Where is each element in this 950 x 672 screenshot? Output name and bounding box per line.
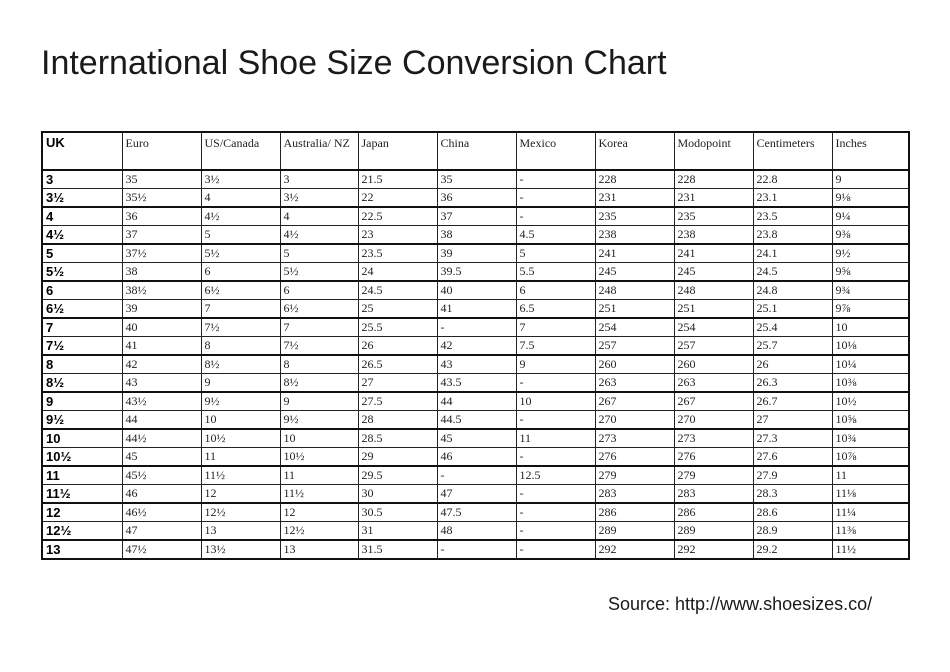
table-row (42, 448, 909, 467)
cell-centimeters: 26 (753, 355, 832, 374)
cell-korea: 267 (595, 392, 674, 411)
cell-modopoint: 231 (674, 189, 753, 208)
column-header-mexico: Mexico (516, 132, 595, 170)
table-row (42, 263, 909, 282)
cell-modopoint: 286 (674, 503, 753, 522)
cell-china: 44.5 (437, 411, 516, 430)
cell-china: 42 (437, 337, 516, 356)
cell-korea: 257 (595, 337, 674, 356)
cell-us-canada: 8 (201, 337, 280, 356)
cell-inches: 9⅜ (832, 226, 909, 245)
cell-inches: 10¼ (832, 355, 909, 374)
table-row (42, 244, 909, 263)
cell-centimeters: 25.4 (753, 318, 832, 337)
cell-uk: 5 (42, 244, 122, 263)
cell-japan: 22.5 (358, 207, 437, 226)
column-header-us-canada: US/Canada (201, 132, 280, 170)
cell-mexico: - (516, 411, 595, 430)
cell-china: 41 (437, 300, 516, 319)
cell-australia-nz: 3 (280, 170, 358, 189)
cell-centimeters: 24.5 (753, 263, 832, 282)
cell-euro: 39 (122, 300, 201, 319)
cell-modopoint: 289 (674, 522, 753, 541)
table-row (42, 374, 909, 393)
cell-australia-nz: 13 (280, 540, 358, 559)
cell-mexico: - (516, 485, 595, 504)
cell-australia-nz: 7 (280, 318, 358, 337)
cell-centimeters: 25.7 (753, 337, 832, 356)
table-row (42, 392, 909, 411)
table-row (42, 207, 909, 226)
cell-japan: 23 (358, 226, 437, 245)
cell-uk: 6½ (42, 300, 122, 319)
cell-korea: 263 (595, 374, 674, 393)
table-row (42, 429, 909, 448)
cell-modopoint: 245 (674, 263, 753, 282)
cell-inches: 11⅜ (832, 522, 909, 541)
cell-uk: 11½ (42, 485, 122, 504)
cell-modopoint: 270 (674, 411, 753, 430)
cell-japan: 28.5 (358, 429, 437, 448)
cell-modopoint: 279 (674, 466, 753, 485)
cell-korea: 231 (595, 189, 674, 208)
cell-modopoint: 228 (674, 170, 753, 189)
cell-uk: 3 (42, 170, 122, 189)
cell-euro: 46½ (122, 503, 201, 522)
cell-japan: 22 (358, 189, 437, 208)
cell-china: 35 (437, 170, 516, 189)
cell-australia-nz: 12 (280, 503, 358, 522)
cell-japan: 25 (358, 300, 437, 319)
cell-centimeters: 28.9 (753, 522, 832, 541)
cell-mexico: 9 (516, 355, 595, 374)
cell-inches: 9¾ (832, 281, 909, 300)
cell-euro: 35 (122, 170, 201, 189)
cell-us-canada: 11 (201, 448, 280, 467)
column-header-euro: Euro (122, 132, 201, 170)
column-header-china: China (437, 132, 516, 170)
cell-inches: 10½ (832, 392, 909, 411)
cell-us-canada: 6½ (201, 281, 280, 300)
cell-china: 37 (437, 207, 516, 226)
cell-us-canada: 3½ (201, 170, 280, 189)
cell-china: - (437, 318, 516, 337)
column-header-japan: Japan (358, 132, 437, 170)
cell-euro: 44 (122, 411, 201, 430)
cell-inches: 10¾ (832, 429, 909, 448)
size-conversion-table (41, 131, 910, 560)
cell-modopoint: 292 (674, 540, 753, 559)
table-row (42, 466, 909, 485)
cell-uk: 13 (42, 540, 122, 559)
cell-euro: 35½ (122, 189, 201, 208)
cell-euro: 40 (122, 318, 201, 337)
cell-korea: 292 (595, 540, 674, 559)
cell-mexico: 12.5 (516, 466, 595, 485)
cell-inches: 11¼ (832, 503, 909, 522)
cell-euro: 47 (122, 522, 201, 541)
table-body (42, 170, 909, 559)
cell-australia-nz: 5 (280, 244, 358, 263)
cell-korea: 235 (595, 207, 674, 226)
cell-mexico: - (516, 170, 595, 189)
cell-china: 46 (437, 448, 516, 467)
cell-japan: 31.5 (358, 540, 437, 559)
cell-china: 38 (437, 226, 516, 245)
cell-uk: 3½ (42, 189, 122, 208)
cell-modopoint: 248 (674, 281, 753, 300)
cell-modopoint: 276 (674, 448, 753, 467)
cell-japan: 27 (358, 374, 437, 393)
cell-china: 39.5 (437, 263, 516, 282)
cell-china: 43.5 (437, 374, 516, 393)
cell-euro: 37½ (122, 244, 201, 263)
cell-modopoint: 235 (674, 207, 753, 226)
cell-us-canada: 9 (201, 374, 280, 393)
cell-inches: 9⅞ (832, 300, 909, 319)
cell-modopoint: 283 (674, 485, 753, 504)
column-header-modopoint: Modopoint (674, 132, 753, 170)
cell-centimeters: 29.2 (753, 540, 832, 559)
table-row (42, 355, 909, 374)
cell-australia-nz: 4 (280, 207, 358, 226)
cell-euro: 43 (122, 374, 201, 393)
cell-uk: 6 (42, 281, 122, 300)
cell-euro: 36 (122, 207, 201, 226)
cell-uk: 4 (42, 207, 122, 226)
table-row (42, 170, 909, 189)
cell-modopoint: 241 (674, 244, 753, 263)
cell-china: 47 (437, 485, 516, 504)
cell-china: 47.5 (437, 503, 516, 522)
cell-euro: 38½ (122, 281, 201, 300)
cell-inches: 9½ (832, 244, 909, 263)
cell-uk: 12½ (42, 522, 122, 541)
cell-australia-nz: 6½ (280, 300, 358, 319)
cell-us-canada: 10½ (201, 429, 280, 448)
cell-modopoint: 267 (674, 392, 753, 411)
cell-centimeters: 26.3 (753, 374, 832, 393)
cell-japan: 29.5 (358, 466, 437, 485)
cell-us-canada: 8½ (201, 355, 280, 374)
cell-inches: 9¼ (832, 207, 909, 226)
cell-centimeters: 27.3 (753, 429, 832, 448)
header-row (42, 132, 909, 170)
column-header-uk: UK (42, 132, 122, 170)
cell-euro: 47½ (122, 540, 201, 559)
cell-japan: 26 (358, 337, 437, 356)
cell-modopoint: 263 (674, 374, 753, 393)
cell-centimeters: 27.9 (753, 466, 832, 485)
cell-korea: 283 (595, 485, 674, 504)
cell-mexico: 6.5 (516, 300, 595, 319)
source-credit: Source: http://www.shoesizes.co/ (608, 594, 873, 614)
cell-modopoint: 254 (674, 318, 753, 337)
cell-china: 36 (437, 189, 516, 208)
table-row (42, 540, 909, 559)
table-row (42, 226, 909, 245)
cell-mexico: 7 (516, 318, 595, 337)
cell-china: 44 (437, 392, 516, 411)
cell-us-canada: 7 (201, 300, 280, 319)
cell-uk: 12 (42, 503, 122, 522)
cell-us-canada: 5 (201, 226, 280, 245)
cell-uk: 8½ (42, 374, 122, 393)
cell-modopoint: 260 (674, 355, 753, 374)
cell-korea: 273 (595, 429, 674, 448)
cell-centimeters: 23.8 (753, 226, 832, 245)
cell-modopoint: 273 (674, 429, 753, 448)
cell-inches: 11⅛ (832, 485, 909, 504)
cell-australia-nz: 4½ (280, 226, 358, 245)
table-row (42, 281, 909, 300)
cell-australia-nz: 3½ (280, 189, 358, 208)
cell-uk: 7½ (42, 337, 122, 356)
cell-modopoint: 251 (674, 300, 753, 319)
cell-australia-nz: 12½ (280, 522, 358, 541)
cell-china: 39 (437, 244, 516, 263)
table-row (42, 300, 909, 319)
cell-australia-nz: 5½ (280, 263, 358, 282)
cell-japan: 30.5 (358, 503, 437, 522)
cell-us-canada: 13 (201, 522, 280, 541)
cell-australia-nz: 9 (280, 392, 358, 411)
cell-inches: 11 (832, 466, 909, 485)
cell-uk: 10½ (42, 448, 122, 467)
cell-korea: 254 (595, 318, 674, 337)
column-header-korea: Korea (595, 132, 674, 170)
cell-mexico: - (516, 374, 595, 393)
cell-china: 45 (437, 429, 516, 448)
cell-euro: 42 (122, 355, 201, 374)
cell-us-canada: 4 (201, 189, 280, 208)
cell-us-canada: 10 (201, 411, 280, 430)
page-title: International Shoe Size Conversion Chart (41, 44, 667, 82)
cell-korea: 241 (595, 244, 674, 263)
cell-china: - (437, 540, 516, 559)
cell-korea: 238 (595, 226, 674, 245)
cell-euro: 45½ (122, 466, 201, 485)
column-header-centimeters: Centimeters (753, 132, 832, 170)
cell-japan: 24.5 (358, 281, 437, 300)
cell-mexico: 5.5 (516, 263, 595, 282)
cell-modopoint: 238 (674, 226, 753, 245)
cell-uk: 8 (42, 355, 122, 374)
cell-korea: 260 (595, 355, 674, 374)
cell-centimeters: 27 (753, 411, 832, 430)
cell-mexico: 6 (516, 281, 595, 300)
cell-australia-nz: 11½ (280, 485, 358, 504)
cell-australia-nz: 6 (280, 281, 358, 300)
table-row (42, 522, 909, 541)
cell-euro: 37 (122, 226, 201, 245)
cell-euro: 43½ (122, 392, 201, 411)
cell-inches: 11½ (832, 540, 909, 559)
cell-mexico: - (516, 522, 595, 541)
table-row (42, 503, 909, 522)
cell-korea: 245 (595, 263, 674, 282)
table-row (42, 318, 909, 337)
cell-euro: 38 (122, 263, 201, 282)
cell-us-canada: 5½ (201, 244, 280, 263)
table-row (42, 337, 909, 356)
cell-euro: 45 (122, 448, 201, 467)
cell-mexico: - (516, 503, 595, 522)
cell-korea: 286 (595, 503, 674, 522)
cell-japan: 26.5 (358, 355, 437, 374)
cell-australia-nz: 7½ (280, 337, 358, 356)
cell-centimeters: 26.7 (753, 392, 832, 411)
cell-inches: 10⅜ (832, 374, 909, 393)
cell-centimeters: 27.6 (753, 448, 832, 467)
cell-inches: 9 (832, 170, 909, 189)
cell-inches: 9⅝ (832, 263, 909, 282)
cell-us-canada: 4½ (201, 207, 280, 226)
cell-centimeters: 24.1 (753, 244, 832, 263)
cell-mexico: 5 (516, 244, 595, 263)
cell-australia-nz: 11 (280, 466, 358, 485)
table-row (42, 485, 909, 504)
cell-korea: 289 (595, 522, 674, 541)
cell-mexico: 11 (516, 429, 595, 448)
cell-korea: 251 (595, 300, 674, 319)
cell-euro: 41 (122, 337, 201, 356)
cell-australia-nz: 10½ (280, 448, 358, 467)
table-row (42, 411, 909, 430)
cell-us-canada: 12½ (201, 503, 280, 522)
cell-japan: 27.5 (358, 392, 437, 411)
cell-australia-nz: 8 (280, 355, 358, 374)
cell-centimeters: 22.8 (753, 170, 832, 189)
cell-centimeters: 24.8 (753, 281, 832, 300)
cell-korea: 279 (595, 466, 674, 485)
column-header-australia-nz: Australia/ NZ (280, 132, 358, 170)
cell-us-canada: 11½ (201, 466, 280, 485)
cell-japan: 24 (358, 263, 437, 282)
cell-japan: 25.5 (358, 318, 437, 337)
cell-australia-nz: 9½ (280, 411, 358, 430)
cell-inches: 10 (832, 318, 909, 337)
cell-centimeters: 23.1 (753, 189, 832, 208)
cell-uk: 9½ (42, 411, 122, 430)
cell-centimeters: 28.3 (753, 485, 832, 504)
cell-uk: 4½ (42, 226, 122, 245)
cell-mexico: 7.5 (516, 337, 595, 356)
cell-centimeters: 23.5 (753, 207, 832, 226)
cell-japan: 29 (358, 448, 437, 467)
cell-uk: 11 (42, 466, 122, 485)
cell-korea: 270 (595, 411, 674, 430)
cell-mexico: - (516, 540, 595, 559)
cell-australia-nz: 8½ (280, 374, 358, 393)
cell-mexico: - (516, 448, 595, 467)
cell-inches: 9⅛ (832, 189, 909, 208)
cell-us-canada: 13½ (201, 540, 280, 559)
cell-us-canada: 12 (201, 485, 280, 504)
cell-uk: 9 (42, 392, 122, 411)
cell-centimeters: 25.1 (753, 300, 832, 319)
cell-centimeters: 28.6 (753, 503, 832, 522)
cell-us-canada: 9½ (201, 392, 280, 411)
cell-mexico: - (516, 189, 595, 208)
table-row (42, 189, 909, 208)
cell-korea: 276 (595, 448, 674, 467)
cell-mexico: 4.5 (516, 226, 595, 245)
cell-modopoint: 257 (674, 337, 753, 356)
cell-inches: 10⅞ (832, 448, 909, 467)
cell-uk: 10 (42, 429, 122, 448)
cell-inches: 10⅛ (832, 337, 909, 356)
cell-mexico: - (516, 207, 595, 226)
cell-china: 43 (437, 355, 516, 374)
cell-uk: 5½ (42, 263, 122, 282)
cell-uk: 7 (42, 318, 122, 337)
cell-japan: 21.5 (358, 170, 437, 189)
column-header-inches: Inches (832, 132, 909, 170)
cell-euro: 46 (122, 485, 201, 504)
cell-mexico: 10 (516, 392, 595, 411)
cell-china: - (437, 466, 516, 485)
cell-australia-nz: 10 (280, 429, 358, 448)
cell-euro: 44½ (122, 429, 201, 448)
cell-us-canada: 6 (201, 263, 280, 282)
cell-japan: 23.5 (358, 244, 437, 263)
cell-korea: 228 (595, 170, 674, 189)
cell-korea: 248 (595, 281, 674, 300)
cell-china: 48 (437, 522, 516, 541)
cell-inches: 10⅝ (832, 411, 909, 430)
cell-china: 40 (437, 281, 516, 300)
cell-japan: 31 (358, 522, 437, 541)
cell-japan: 30 (358, 485, 437, 504)
cell-us-canada: 7½ (201, 318, 280, 337)
cell-japan: 28 (358, 411, 437, 430)
